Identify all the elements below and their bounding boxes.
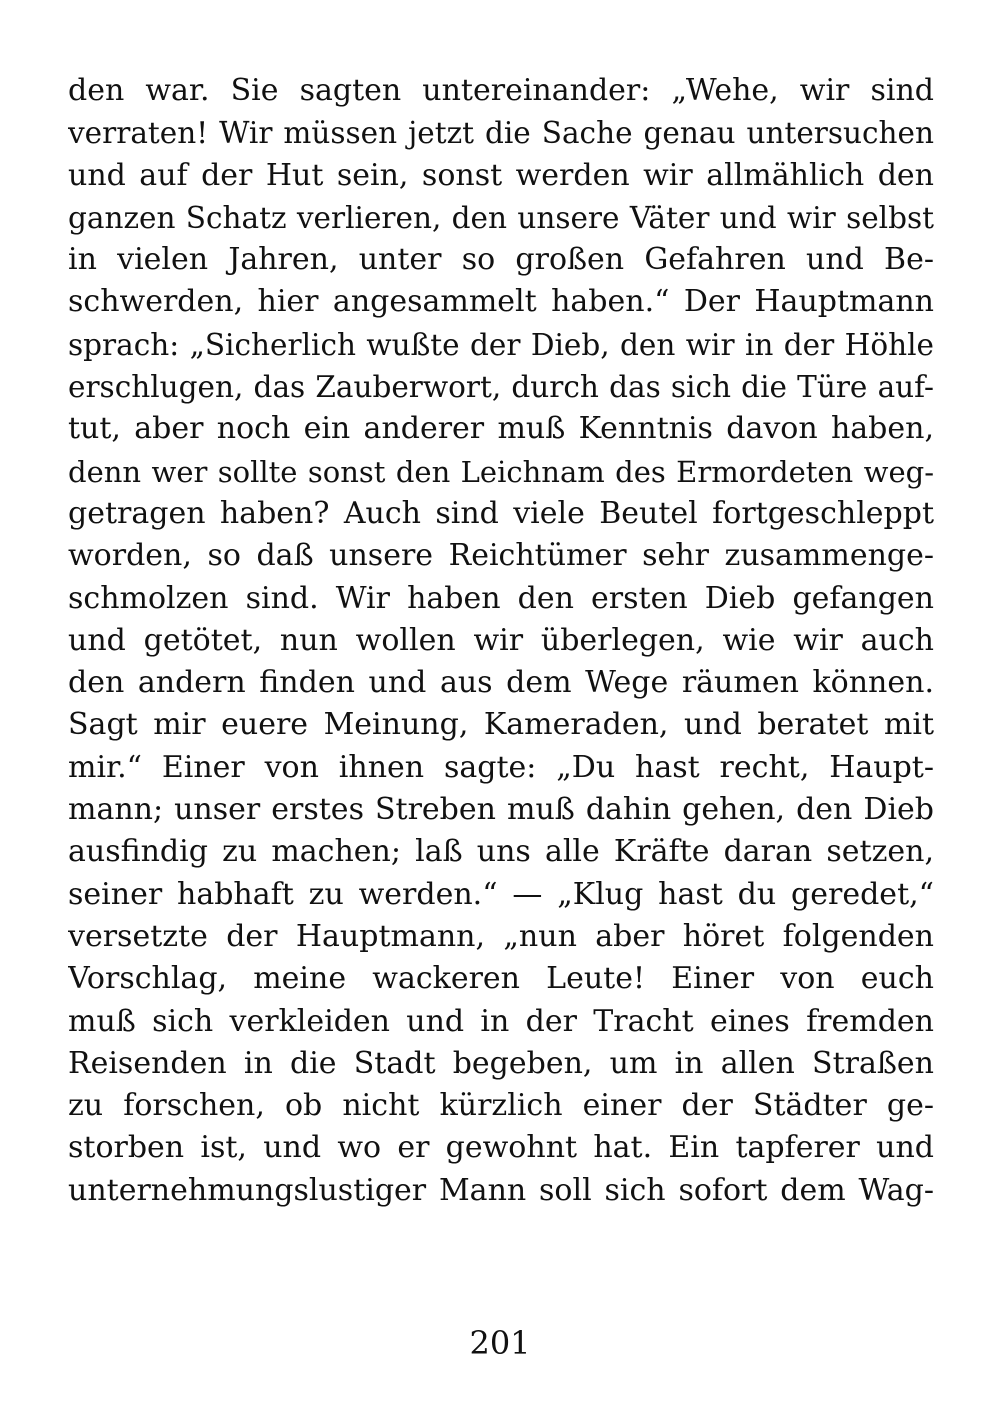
text-line: zu forschen, ob nicht kürzlich einer der Städter ge- — [68, 1088, 934, 1124]
text-line: ganzen Schatz verlieren, den unsere Väter und wir selbst — [68, 200, 934, 235]
body-text — [68, 70, 934, 1212]
text-line: storben ist, und wo er gewohnt hat. Ein tapferer und — [68, 1130, 934, 1166]
text-line: Vorschlag, meine wackeren Leute! Einer von euch — [68, 961, 934, 997]
text-line: den andern finden und aus dem Wege räumen können. — [68, 665, 934, 701]
text-line: den war. Sie sagten untereinander: „Wehe, wir sind — [68, 73, 934, 108]
text-line: schwerden, hier angesammelt haben.“ Der Hauptmann — [68, 284, 934, 320]
text-line: Reisenden in die Stadt begeben, um in allen Straßen — [68, 1045, 934, 1081]
text-line: muß sich verkleiden und in der Tracht eines fremden — [68, 1003, 934, 1039]
text-line: schmolzen sind. Wir haben den ersten Dieb gefangen — [68, 580, 934, 616]
text-line: denn wer sollte sonst den Leichnam des Ermordeten weg- — [68, 454, 934, 489]
text-line: unternehmungslustiger Mann soll sich sofort dem Wag- — [68, 1172, 934, 1208]
text-line: verraten! Wir müssen jetzt die Sache genau untersuchen — [68, 116, 934, 151]
text-line: und auf der Hut sein, sonst werden wir allmählich den — [68, 157, 934, 193]
text-line: mann; unser erstes Streben muß dahin gehen, den Dieb — [68, 792, 934, 828]
text-line: in vielen Jahren, unter so großen Gefahren und Be- — [68, 242, 934, 278]
page-number: 201 — [469, 1324, 531, 1362]
text-line: seiner habhaft zu werden.“ — „Klug hast du geredet,“ — [68, 876, 934, 912]
text-line: und getötet, nun wollen wir überlegen, wie wir auch — [68, 622, 934, 658]
text-line: ausfindig zu machen; laß uns alle Kräfte daran setzen, — [68, 834, 934, 870]
text-line: mir.“ Einer von ihnen sagte: „Du hast recht, Haupt- — [68, 749, 934, 785]
text-line: sprach: „Sicherlich wußte der Dieb, den wir in der Höhle — [68, 327, 934, 362]
text-line: getragen haben? Auch sind viele Beutel fortgeschleppt — [68, 495, 934, 531]
text-line: versetzte der Hauptmann, „nun aber höret folgenden — [68, 918, 934, 954]
text-line: erschlugen, das Zauberwort, durch das sich die Türe auf- — [68, 370, 934, 405]
text-line: Sagt mir euere Meinung, Kameraden, und beratet mit — [68, 707, 934, 743]
text-line: tut, aber noch ein anderer muß Kenntnis davon haben, — [68, 411, 934, 447]
text-line: worden, so daß unsere Reichtümer sehr zusammenge- — [68, 538, 934, 574]
